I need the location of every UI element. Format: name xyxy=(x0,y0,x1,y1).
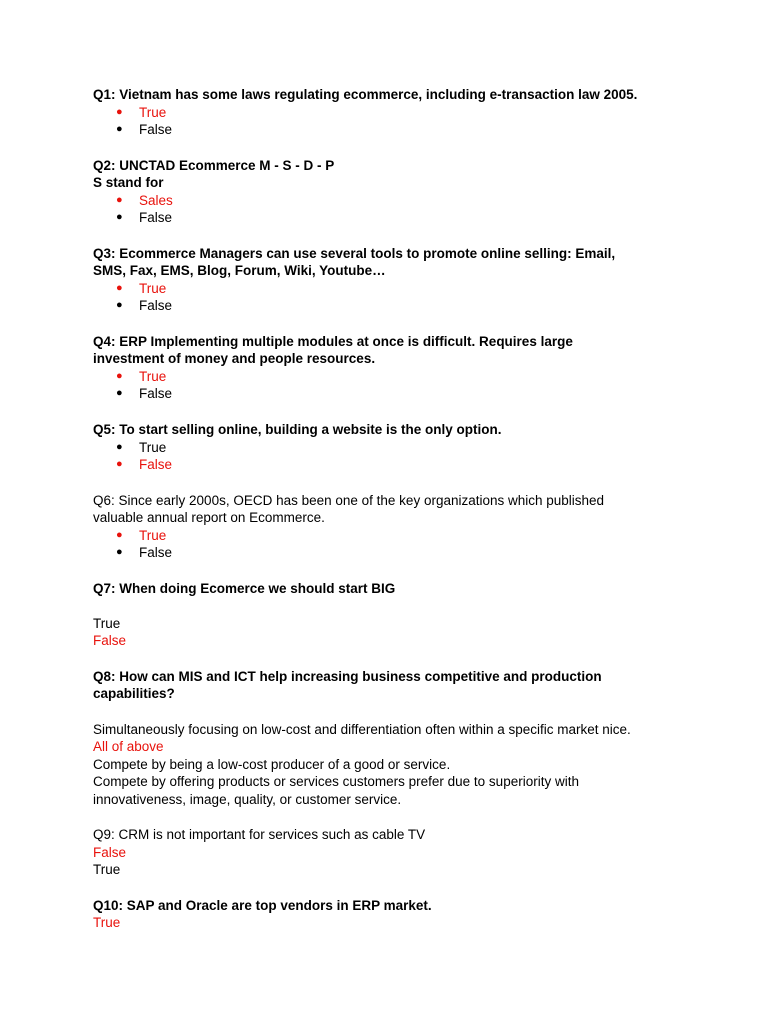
bullet-icon: ● xyxy=(116,369,123,382)
question-2-line-2: S stand for xyxy=(93,175,164,190)
bullet-icon: ● xyxy=(116,387,123,399)
question-5: Q5: To start selling online, building a website is the only option. xyxy=(93,422,502,437)
bullet-icon: ● xyxy=(116,211,123,223)
option-label: True xyxy=(139,439,167,455)
bullet-icon: ● xyxy=(116,105,123,118)
question-10: Q10: SAP and Oracle are top vendors in ERP market. xyxy=(93,897,432,913)
question-3-option-true xyxy=(116,280,166,298)
bullet-icon: ● xyxy=(116,299,123,311)
question-6-line-1: Q6: Since early 2000s, OECD has been one of the key organizations which published xyxy=(93,492,605,508)
question-7-option-false: False xyxy=(93,633,127,648)
option-label: False xyxy=(139,210,173,225)
option-label: False xyxy=(139,545,173,560)
question-4-line-1: Q4: ERP Implementing multiple modules at once is difficult. Requires large xyxy=(93,333,573,349)
question-7-option-true: True xyxy=(93,615,121,631)
bullet-icon: ● xyxy=(116,528,123,541)
option-label: False xyxy=(139,298,173,313)
question-1-option-true xyxy=(116,104,166,122)
option-label: True xyxy=(139,104,167,120)
bullet-icon: ● xyxy=(116,440,123,453)
question-8-line-2: capabilities? xyxy=(93,686,175,701)
question-6-option-false xyxy=(116,544,172,562)
bullet-icon: ● xyxy=(116,281,123,294)
question-8-answer-2: All of above xyxy=(93,739,164,754)
question-9-option-true: True xyxy=(93,862,121,877)
question-9-option-false: False xyxy=(93,844,127,860)
option-label: Sales xyxy=(139,192,173,208)
question-1: Q1: Vietnam has some laws regulating ecommerce, including e-transaction law 2005. xyxy=(93,87,638,102)
bullet-icon: ● xyxy=(116,193,123,206)
question-3-line-2: SMS, Fax, EMS, Blog, Forum, Wiki, Youtube… xyxy=(93,263,386,278)
question-5-option-true xyxy=(116,439,166,457)
question-8-answer-4-line-1: Compete by offering products or services customers prefer due to superiority with xyxy=(93,774,579,789)
question-6-line-2: valuable annual report on Ecommerce. xyxy=(93,510,325,525)
question-1-option-false xyxy=(116,121,172,139)
option-label: False xyxy=(139,122,173,137)
question-5-option-false xyxy=(116,456,172,474)
option-label: False xyxy=(139,457,173,472)
bullet-icon: ● xyxy=(116,458,123,470)
question-2-option-sales xyxy=(116,192,173,210)
bullet-icon: ● xyxy=(116,546,123,558)
question-8-answer-3: Compete by being a low-cost producer of a good or service. xyxy=(93,756,451,772)
question-8-line-1: Q8: How can MIS and ICT help increasing business competitive and production xyxy=(93,668,602,684)
question-4-line-2: investment of money and people resources. xyxy=(93,351,376,366)
question-8-answer-1: Simultaneously focusing on low-cost and differentiation often within a specific market nice. xyxy=(93,721,631,737)
question-4-option-false xyxy=(116,385,172,403)
question-6-option-true xyxy=(116,527,166,545)
question-8-answer-4-line-2: innovativeness, image, quality, or customer service. xyxy=(93,791,402,807)
question-7: Q7: When doing Ecomerce we should start BIG xyxy=(93,580,396,596)
bullet-icon: ● xyxy=(116,123,123,135)
option-label: True xyxy=(139,368,167,384)
question-2-option-false xyxy=(116,209,172,227)
question-2-line-1: Q2: UNCTAD Ecommerce M - S - D - P xyxy=(93,157,335,173)
option-label: False xyxy=(139,386,173,401)
question-10-option-true: True xyxy=(93,915,121,930)
question-9: Q9: CRM is not important for services such as cable TV xyxy=(93,827,426,842)
option-label: True xyxy=(139,280,167,296)
question-3-line-1: Q3: Ecommerce Managers can use several tools to promote online selling: Email, xyxy=(93,245,616,261)
question-3-option-false xyxy=(116,297,172,315)
question-4-option-true xyxy=(116,368,166,386)
option-label: True xyxy=(139,527,167,543)
